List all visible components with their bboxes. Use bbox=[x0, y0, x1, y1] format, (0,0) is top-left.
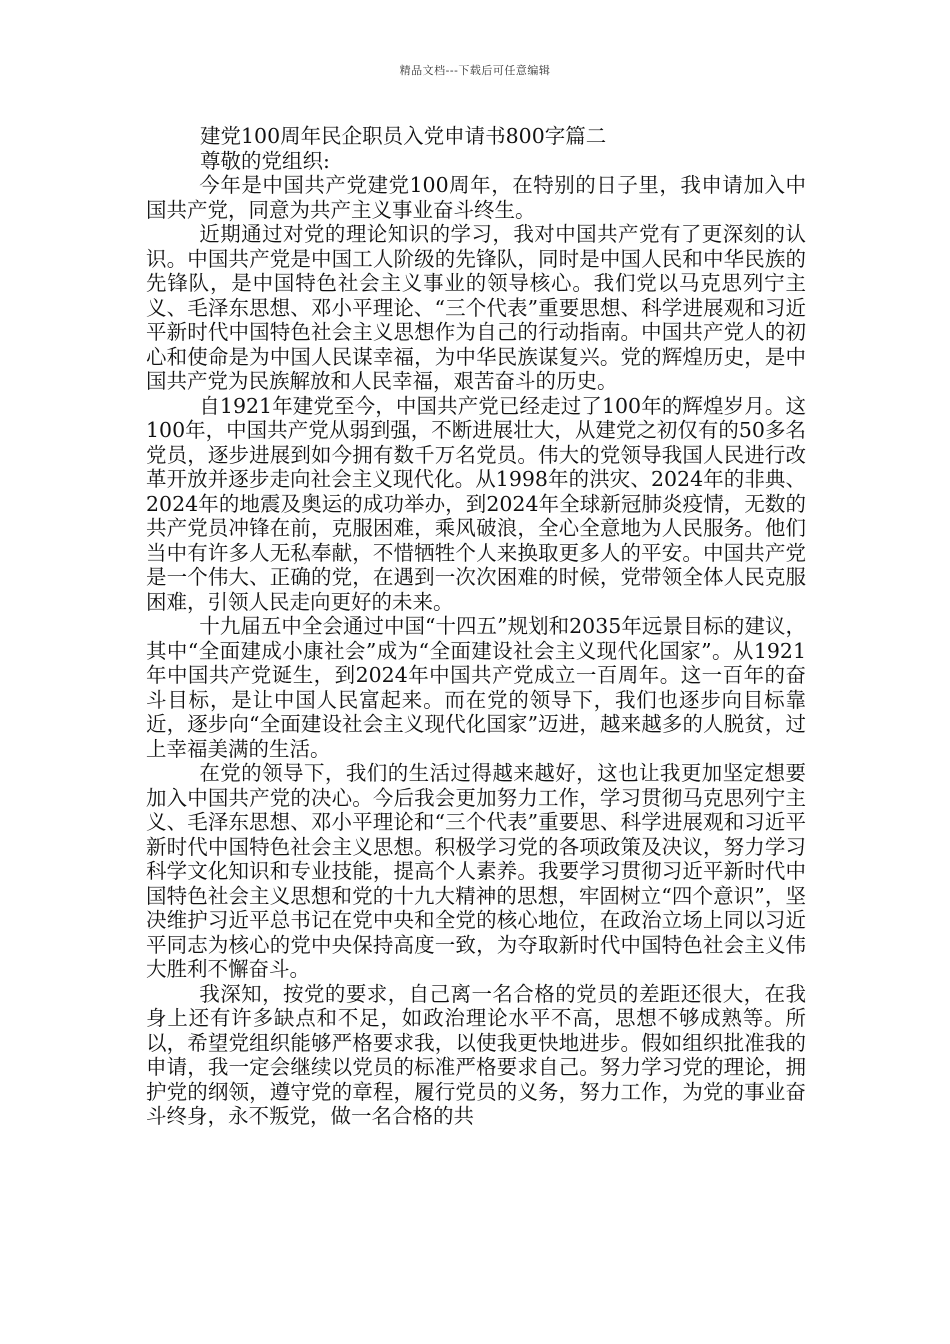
paragraph: 十九届五中全会通过中国“十四五”规划和2035年远景目标的建议，其中“全面建成小康社会”成为“全面建设社会主义现代化国家”。从1921年中国共产党诞生，到2024年中国共产党成立一百周年。这一百年的奋斗目标，是让中国人民富起来。而在党的领导下，我们也逐步向目标靠近，逐步向“全面建设社会主义现代化国家”迈进，越来越多的人脱贫，过上幸福美满的生活。 bbox=[146, 614, 806, 761]
paragraph: 在党的领导下，我们的生活过得越来越好，这也让我更加坚定想要加入中国共产党的决心。今后我会更加努力工作，学习贯彻马克思列宁主义、毛泽东思想、邓小平理论和“三个代表”重要思、科学进展观和习近平新时代中国特色社会主义思想。积极学习党的各项政策及决议，努力学习科学文化知识和专业技能，提高个人素养。我要学习贯彻习近平新时代中国特色社会主义思想和党的十九大精神的思想，牢固树立“四个意识”，坚决维护习近平总书记在党中央和全党的核心地位，在政治立场上同以习近平同志为核心的党中央保持高度一致，为夺取新时代中国特色社会主义伟大胜利不懈奋斗。 bbox=[146, 761, 806, 981]
paragraph: 我深知，按党的要求，自己离一名合格的党员的差距还很大，在我身上还有许多缺点和不足，如政治理论水平不高，思想不够成熟等。所以，希望党组织能够严格要求我，以使我更快地进步。假如组织批准我的申请，我一定会继续以党员的标准严格要求自己。努力学习党的理论，拥护党的纲领，遵守党的章程，履行党员的义务，努力工作，为党的事业奋斗终身，永不叛党，做一名合格的共 bbox=[146, 981, 806, 1128]
page-header: 精品文档---下载后可任意编辑 bbox=[399, 64, 551, 77]
document-title: 建党100周年民企职员入党申请书800字篇二 bbox=[200, 124, 607, 148]
salutation: 尊敬的党组织: bbox=[200, 148, 330, 173]
paragraph: 今年是中国共产党建党100周年，在特别的日子里，我申请加入中国共产党，同意为共产主义事业奋斗终生。 bbox=[146, 173, 806, 222]
document-body bbox=[146, 124, 806, 1129]
paragraph: 近期通过对党的理论知识的学习，我对中国共产党有了更深刻的认识。中国共产党是中国工人阶级的先锋队，同时是中国人民和中华民族的先锋队，是中国特色社会主义事业的领导核心。我们党以马克思列宁主义、毛泽东思想、邓小平理论、“三个代表”重要思想、科学进展观和习近平新时代中国特色社会主义思想作为自己的行动指南。中国共产党人的初心和使命是为中国人民谋幸福，为中华民族谋复兴。党的辉煌历史，是中国共产党为民族解放和人民幸福，艰苦奋斗的历史。 bbox=[146, 222, 806, 393]
paragraph: 自1921年建党至今，中国共产党已经走过了100年的辉煌岁月。这100年，中国共产党从弱到强，不断进展壮大，从建党之初仅有的50多名党员，逐步进展到如今拥有数千万名党员。伟大的党领导我国人民进行改革开放并逐步走向社会主义现代化。从1998年的洪灾、2024年的非典、2024年的地震及奥运的成功举办，到2024年全球新冠肺炎疫情，无数的共产党员冲锋在前，克服困难，乘风破浪，全心全意地为人民服务。他们当中有许多人无私奉献，不惜牺牲个人来换取更多人的平安。中国共产党是一个伟大、正确的党，在遇到一次次困难的时候，党带领全体人民克服困难，引领人民走向更好的未来。 bbox=[146, 393, 806, 614]
